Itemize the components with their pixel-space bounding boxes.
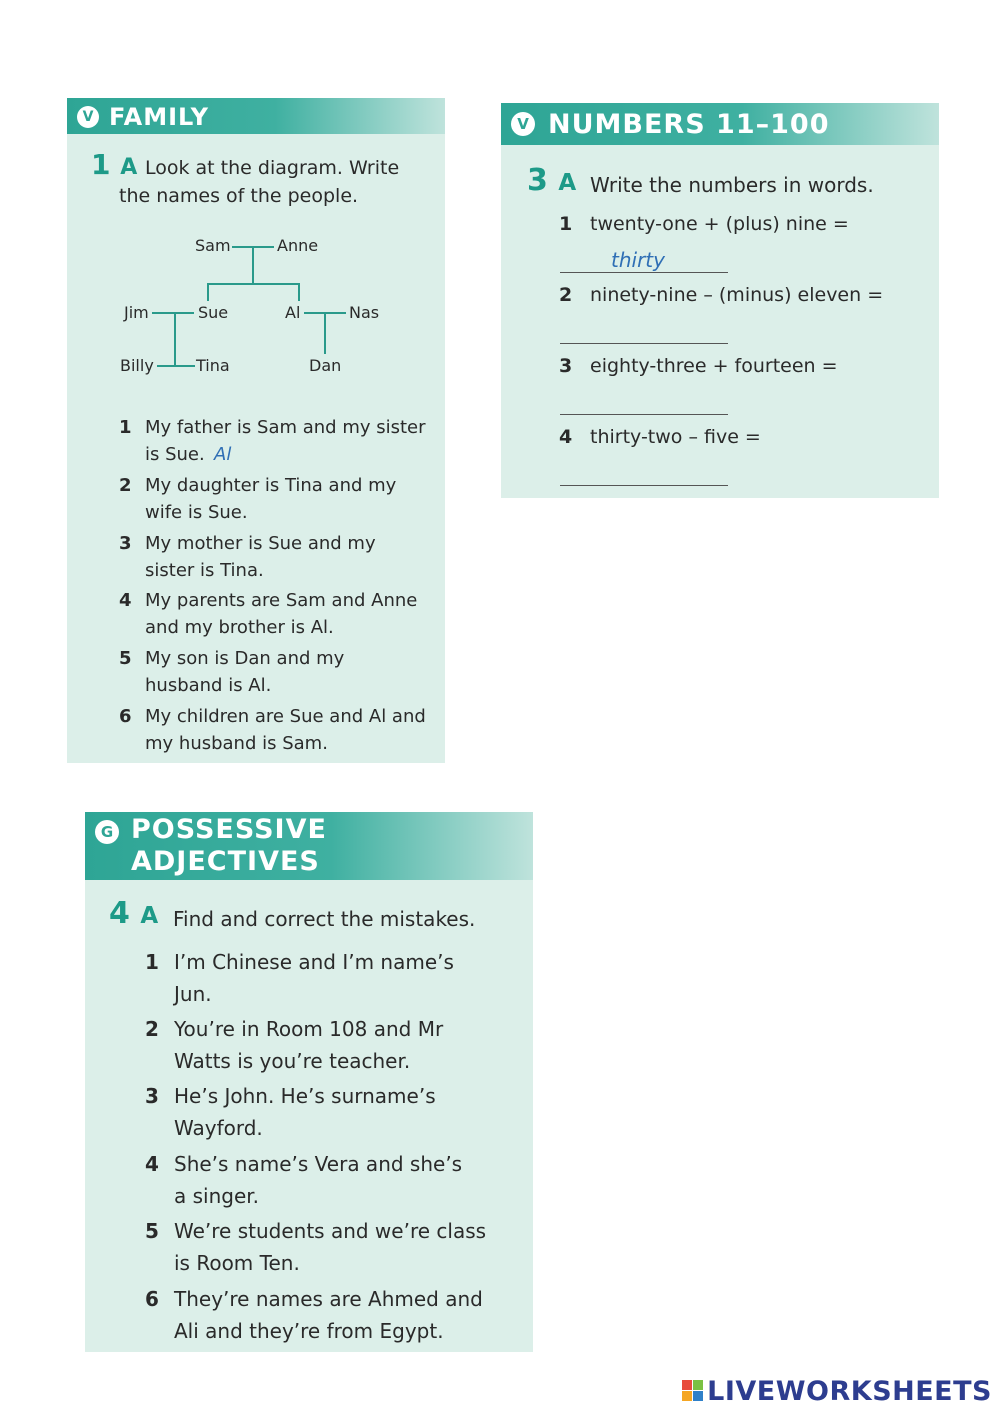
item-text: They’re names are Ahmed and bbox=[174, 1287, 483, 1311]
tree-line bbox=[252, 246, 254, 284]
exercise-number bbox=[527, 163, 576, 198]
item-number: 6 bbox=[145, 1287, 159, 1311]
item-number: 3 bbox=[119, 533, 132, 554]
item-text: My daughter is Tina and my bbox=[145, 475, 397, 496]
vocabulary-badge-icon: V bbox=[77, 106, 99, 128]
item-text: twenty-one + (plus) nine = bbox=[590, 213, 849, 235]
answer-line[interactable] bbox=[560, 414, 728, 415]
item-text: You’re in Room 108 and Mr bbox=[174, 1017, 444, 1041]
exercise-number-digit: 1 bbox=[91, 148, 111, 181]
item-text: is Room Ten. bbox=[174, 1251, 300, 1275]
tree-name-al: Al bbox=[285, 303, 301, 322]
possessive-title-line1: POSSESSIVE bbox=[131, 814, 327, 845]
tree-line bbox=[324, 312, 326, 354]
numbers-title: NUMBERS 11–100 bbox=[548, 109, 830, 140]
answer-text[interactable]: thirty bbox=[611, 248, 665, 272]
answer-line[interactable] bbox=[560, 343, 728, 344]
liveworksheets-logo-icon bbox=[682, 1380, 704, 1402]
item-text: a singer. bbox=[174, 1184, 260, 1208]
item-text: and my brother is Al. bbox=[145, 617, 334, 638]
item-text: She’s name’s Vera and she’s bbox=[174, 1152, 463, 1176]
tree-line bbox=[298, 283, 300, 301]
exercise-number bbox=[109, 896, 158, 931]
item-text: Ali and they’re from Egypt. bbox=[174, 1319, 444, 1343]
liveworksheets-logo bbox=[682, 1376, 992, 1407]
tree-line bbox=[207, 283, 299, 285]
numbers-header bbox=[501, 103, 939, 145]
item-text: my husband is Sam. bbox=[145, 733, 328, 754]
item-number: 6 bbox=[119, 706, 132, 727]
item-text: He’s John. He’s surname’s bbox=[174, 1084, 436, 1108]
item-text: thirty-two – five = bbox=[590, 426, 761, 448]
item-text: Watts is you’re teacher. bbox=[174, 1049, 411, 1073]
instruction-line: the names of the people. bbox=[119, 185, 359, 207]
possessive-instruction: Find and correct the mistakes. bbox=[173, 907, 476, 931]
numbers-instruction: Write the numbers in words. bbox=[590, 173, 874, 197]
logo-square bbox=[682, 1391, 692, 1401]
item-text: We’re students and we’re class bbox=[174, 1219, 487, 1243]
item-text: My parents are Sam and Anne bbox=[145, 590, 418, 611]
item-text: My children are Sue and Al and bbox=[145, 706, 426, 727]
item-text: My son is Dan and my bbox=[145, 648, 345, 669]
tree-name-tina: Tina bbox=[196, 356, 230, 375]
liveworksheets-text: LIVEWORKSHEETS bbox=[707, 1376, 992, 1407]
item-text: sister is Tina. bbox=[145, 560, 264, 581]
exercise-letter: A bbox=[558, 170, 577, 196]
tree-line bbox=[174, 312, 176, 366]
item-number: 2 bbox=[119, 475, 132, 496]
item-number: 5 bbox=[119, 648, 132, 669]
vocabulary-badge-icon: V bbox=[511, 112, 535, 136]
numbers-panel bbox=[501, 103, 939, 498]
item-number: 1 bbox=[559, 213, 573, 235]
tree-name-nas: Nas bbox=[349, 303, 380, 322]
item-number: 5 bbox=[145, 1219, 159, 1243]
tree-line bbox=[207, 283, 209, 301]
grammar-badge-icon: G bbox=[95, 820, 119, 844]
tree-line bbox=[157, 365, 195, 367]
item-number: 2 bbox=[559, 284, 573, 306]
item-number: 2 bbox=[145, 1017, 159, 1041]
exercise-number-digit: 4 bbox=[109, 896, 130, 931]
item-number: 4 bbox=[119, 590, 132, 611]
logo-square bbox=[693, 1391, 703, 1401]
item-text: is Sue. bbox=[145, 444, 205, 465]
answer-line[interactable] bbox=[560, 272, 728, 273]
item-number: 1 bbox=[145, 950, 159, 974]
item-text: Jun. bbox=[174, 982, 212, 1006]
exercise-letter: A bbox=[120, 155, 138, 180]
family-tree-diagram bbox=[67, 98, 445, 398]
item-number: 4 bbox=[559, 426, 573, 448]
exercise-letter: A bbox=[140, 903, 159, 929]
tree-name-anne: Anne bbox=[277, 236, 319, 255]
instruction-line: Look at the diagram. Write bbox=[145, 157, 400, 179]
item-text: eighty-three + fourteen = bbox=[590, 355, 838, 377]
item-number: 4 bbox=[145, 1152, 159, 1176]
logo-square bbox=[693, 1380, 703, 1390]
item-text: wife is Sue. bbox=[145, 502, 248, 523]
possessive-title-line2: ADJECTIVES bbox=[131, 846, 320, 877]
tree-name-sam: Sam bbox=[195, 236, 231, 255]
item-text: husband is Al. bbox=[145, 675, 272, 696]
tree-name-billy: Billy bbox=[120, 356, 154, 375]
item-text: My mother is Sue and my bbox=[145, 533, 376, 554]
answer-text[interactable]: Al bbox=[214, 444, 232, 465]
tree-name-jim: Jim bbox=[124, 303, 149, 322]
item-number: 3 bbox=[559, 355, 573, 377]
family-panel bbox=[67, 98, 445, 763]
item-text: ninety-nine – (minus) eleven = bbox=[590, 284, 884, 306]
tree-name-dan: Dan bbox=[309, 356, 342, 375]
item-text: My father is Sam and my sister bbox=[145, 417, 426, 438]
exercise-number-digit: 3 bbox=[527, 163, 548, 198]
item-number: 1 bbox=[119, 417, 132, 438]
item-text: I’m Chinese and I’m name’s bbox=[174, 950, 454, 974]
family-title: FAMILY bbox=[109, 103, 209, 131]
item-number: 3 bbox=[145, 1084, 159, 1108]
possessive-header bbox=[85, 812, 533, 880]
item-text: Wayford. bbox=[174, 1116, 263, 1140]
logo-square bbox=[682, 1380, 692, 1390]
tree-line bbox=[152, 312, 194, 314]
tree-name-sue: Sue bbox=[198, 303, 229, 322]
possessive-panel bbox=[85, 812, 533, 1352]
answer-line[interactable] bbox=[560, 485, 728, 486]
